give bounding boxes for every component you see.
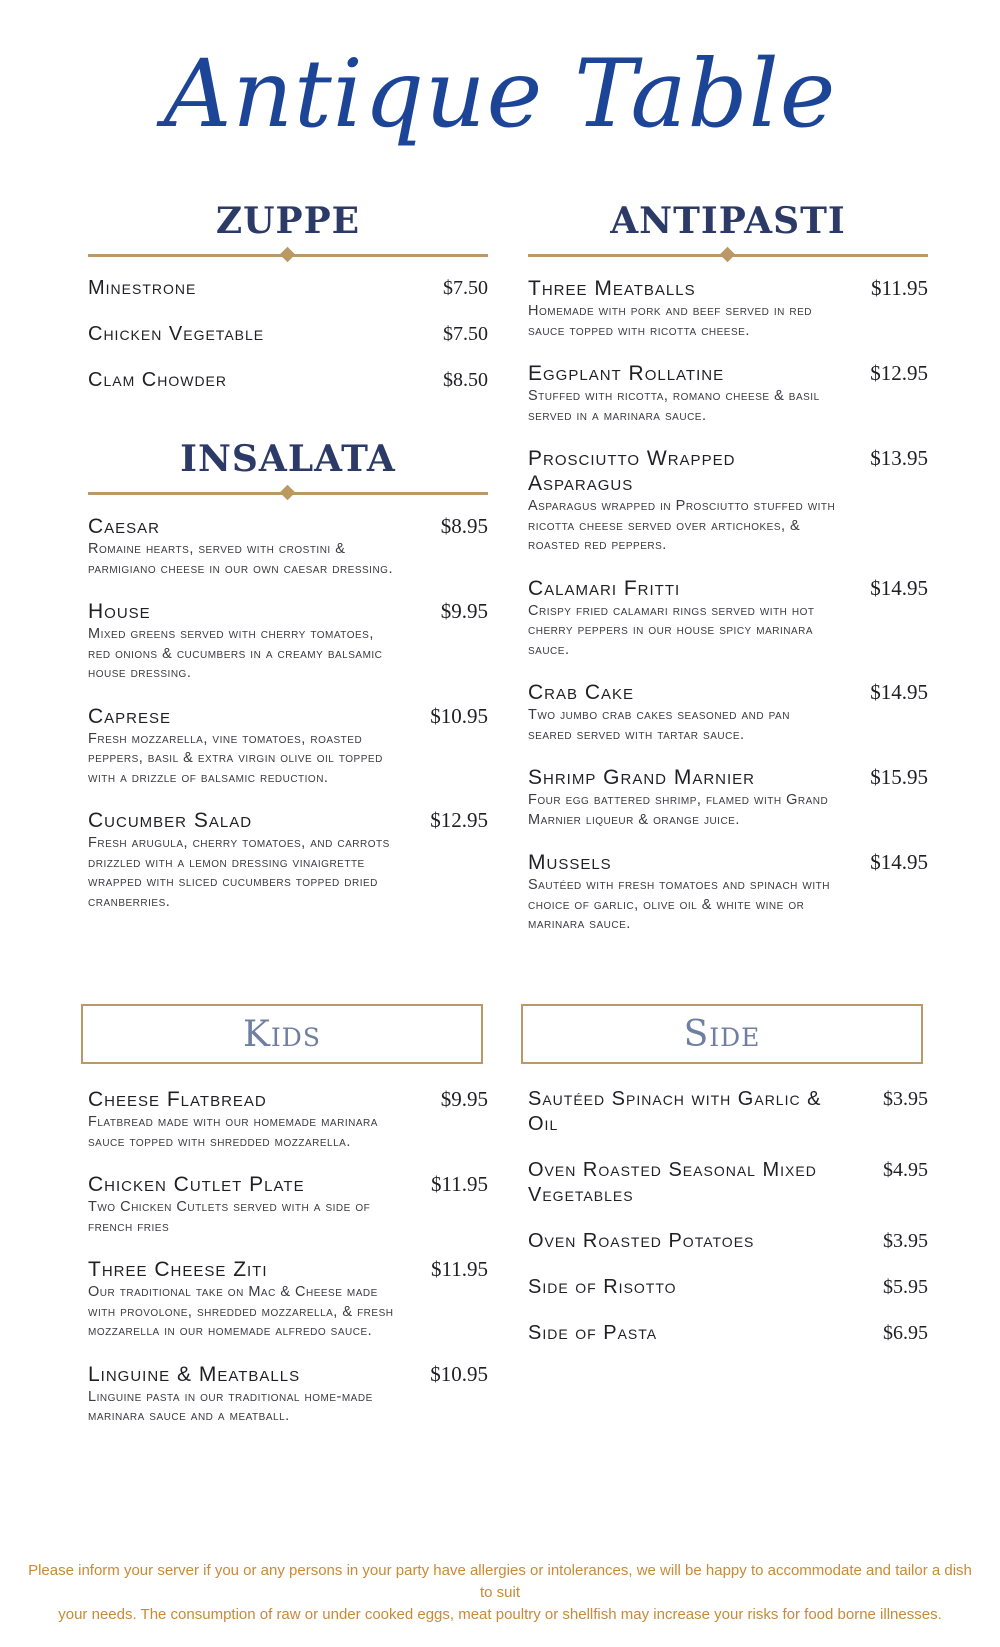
side-column	[528, 1087, 928, 1367]
item-name: Eggplant Rollatine	[528, 362, 725, 385]
item-description: Asparagus wrapped in Prosciutto stuffed with ricotta cheese served over artichokes, & roasted red peppers.	[528, 498, 836, 553]
item-name: Shrimp Grand Marnier	[528, 766, 756, 789]
item-price: $7.50	[443, 277, 488, 299]
item-price: $4.95	[883, 1159, 928, 1181]
item-price: $14.95	[870, 680, 928, 704]
item-price: $15.95	[870, 765, 928, 789]
item-price: $12.95	[870, 361, 928, 385]
menu-item	[528, 1158, 928, 1208]
disclaimer-line-2: your needs. The consumption of raw or under cooked eggs, meat poultry or shellfish may increase your risks for food borne illnesses.	[58, 1606, 942, 1623]
section-divider	[528, 248, 928, 262]
item-name: Calamari Fritti	[528, 576, 681, 600]
menu-item	[528, 765, 928, 830]
item-name: Cheese Flatbread	[88, 1088, 267, 1111]
item-name: Linguine & Meatballs	[88, 1362, 301, 1386]
menu-item	[528, 1321, 928, 1346]
item-description: Fresh mozzarella, vine tomatoes, roasted peppers, basil & extra virgin olive oil topped with a drizzle of balsamic reduction.	[88, 730, 383, 786]
item-name: Prosciutto Wrapped Asparagus	[528, 447, 736, 495]
diamond-ornament-icon	[280, 247, 296, 263]
item-description: Homemade with pork and beef served in red sauce topped with ricotta cheese.	[528, 303, 813, 339]
item-price: $3.95	[883, 1088, 928, 1110]
item-description: Stuffed with ricotta, romano cheese & basil served in a marinara sauce.	[528, 388, 820, 424]
item-price: $9.95	[440, 599, 488, 623]
item-name: Three Cheese Ziti	[88, 1258, 268, 1281]
item-description: Fresh arugula, cherry tomatoes, and carrots drizzled with a lemon dressing vinaigrette wrapped with sliced cucumbers topped dried cranberries.	[88, 835, 390, 910]
menu-item	[88, 1362, 488, 1427]
item-name: Three Meatballs	[528, 277, 696, 300]
item-description: Two jumbo crab cakes seasoned and pan seared served with tartar sauce.	[528, 707, 790, 743]
menu-item	[88, 1087, 488, 1152]
item-description: Crispy fried calamari rings served with hot cherry peppers in our house spicy marinara sauce.	[528, 602, 815, 658]
left-column	[88, 198, 488, 932]
diamond-ornament-icon	[280, 485, 296, 501]
menu-item	[88, 514, 488, 579]
menu-item	[88, 808, 488, 912]
item-name: Chicken Vegetable	[88, 323, 265, 345]
item-name: Caprese	[88, 704, 172, 728]
insalata-heading: INSALATA	[180, 438, 396, 480]
menu-item	[528, 680, 928, 745]
menu-item	[88, 704, 488, 789]
menu-item	[88, 1172, 488, 1237]
item-price: $11.95	[431, 1172, 488, 1196]
item-name: Crab Cake	[528, 681, 635, 704]
item-description: Mixed greens served with cherry tomatoes, red onions & cucumbers in a creamy balsamic house dressing.	[88, 626, 383, 681]
menu-item	[528, 276, 928, 341]
item-price: $6.95	[883, 1322, 928, 1344]
menu-item	[528, 446, 928, 556]
restaurant-title: Antique Table	[163, 40, 837, 149]
item-name: Oven Roasted Potatoes	[528, 1230, 755, 1252]
menu-item	[88, 368, 488, 393]
menu-item	[88, 276, 488, 301]
section-divider	[88, 486, 488, 500]
item-price: $9.95	[440, 1087, 488, 1111]
menu-item	[528, 1275, 928, 1300]
item-price: $14.95	[870, 850, 928, 874]
item-price: $7.50	[443, 323, 488, 345]
menu-item	[88, 599, 488, 684]
section-divider	[88, 248, 488, 262]
item-name: Caesar	[88, 515, 161, 538]
item-price: $12.95	[430, 808, 488, 832]
menu-item	[528, 576, 928, 661]
side-heading: Side	[521, 1004, 923, 1064]
item-name: Sautéed Spinach with Garlic & Oil	[528, 1088, 822, 1135]
item-price: $11.95	[871, 276, 928, 300]
kids-column	[88, 1087, 488, 1447]
right-column	[528, 198, 928, 955]
item-name: Side of Pasta	[528, 1322, 658, 1344]
item-price: $5.95	[883, 1276, 928, 1298]
item-price: $13.95	[870, 446, 928, 470]
item-name: Cucumber Salad	[88, 809, 253, 832]
kids-heading: Kids	[81, 1004, 483, 1064]
item-price: $3.95	[883, 1230, 928, 1252]
disclaimer-line-1: Please inform your server if you or any persons in your party have allergies or intolerances, we will be happy to accommodate and tailor a dish to suit	[28, 1562, 972, 1601]
item-name: Chicken Cutlet Plate	[88, 1173, 305, 1196]
item-name: House	[88, 600, 151, 623]
item-description: Romaine hearts, served with crostini & parmigiano cheese in our own caesar dressing.	[88, 541, 393, 577]
item-price: $10.95	[430, 703, 488, 728]
item-name: Clam Chowder	[88, 369, 228, 391]
diamond-ornament-icon	[720, 247, 736, 263]
menu-item	[88, 1257, 488, 1342]
item-description: Linguine pasta in our traditional home-made marinara sauce and a meatball.	[88, 1388, 373, 1424]
item-description: Flatbread made with our homemade marinara sauce topped with shredded mozzarella.	[88, 1114, 378, 1150]
menu-item	[88, 322, 488, 347]
item-description: Two Chicken Cutlets served with a side of french fries	[88, 1199, 371, 1235]
item-description: Four egg battered shrimp, flamed with Grand Marnier liqueur & orange juice.	[528, 792, 829, 828]
item-price: $14.95	[870, 575, 928, 600]
allergy-disclaimer	[20, 1560, 980, 1626]
menu-item	[528, 1087, 928, 1137]
item-price: $8.50	[443, 369, 488, 391]
item-name: Side of Risotto	[528, 1276, 677, 1298]
menu-item	[528, 1229, 928, 1254]
menu-item	[528, 850, 928, 935]
item-description: Our traditional take on Mac & Cheese made with provolone, shredded mozzarella, & fresh mozzarella in our homemade alfredo sauce.	[88, 1284, 394, 1339]
menu-item	[528, 361, 928, 426]
item-name: Minestrone	[88, 277, 197, 299]
item-description: Sautéed with fresh tomatoes and spinach with choice of garlic, olive oil & white wine or marinara sauce.	[528, 877, 830, 932]
item-price: $11.95	[431, 1257, 488, 1281]
item-name: Mussels	[528, 851, 612, 874]
item-name: Oven Roasted Seasonal Mixed Vegetables	[528, 1159, 817, 1206]
item-price: $8.95	[440, 514, 488, 538]
antipasti-heading: ANTIPASTI	[610, 200, 846, 242]
item-price: $10.95	[430, 1361, 488, 1386]
zuppe-heading: ZUPPE	[215, 200, 361, 242]
